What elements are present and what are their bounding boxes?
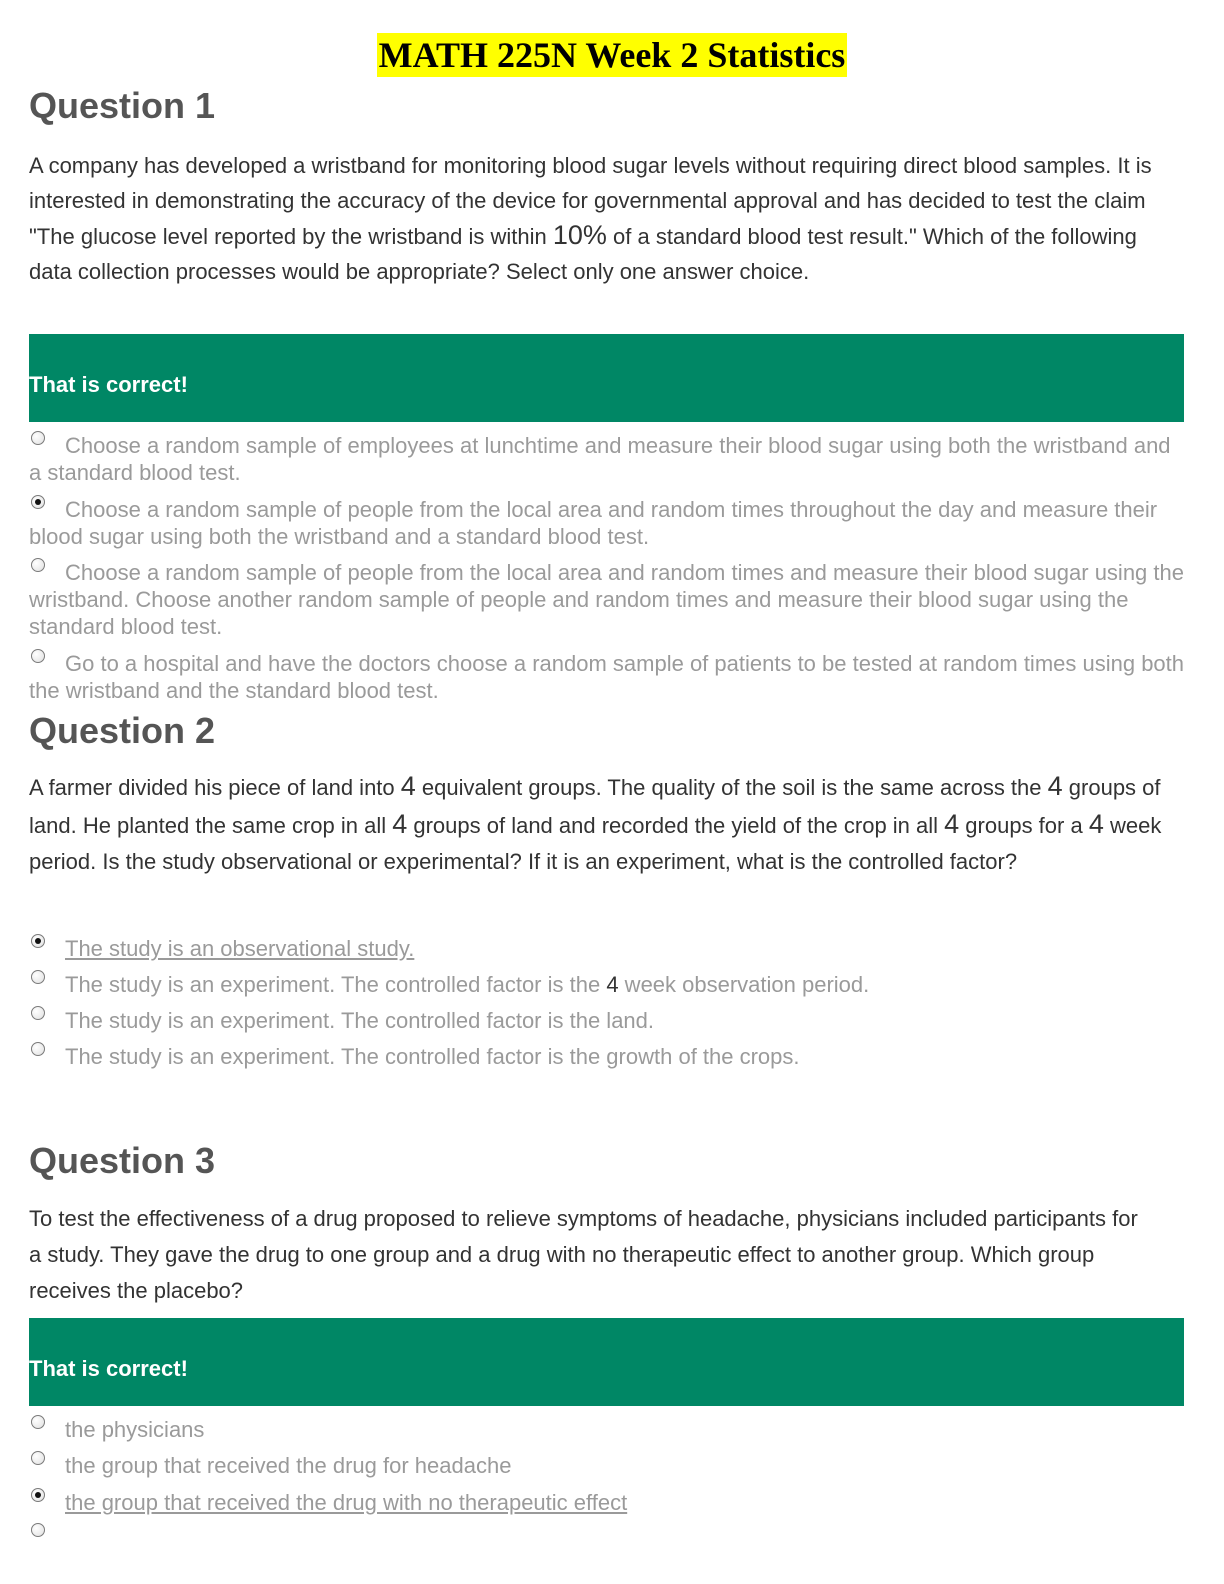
q3-option-1-radio[interactable]	[31, 1415, 45, 1429]
q1-option-3-label: Choose a random sample of people from the local area and random times and measure their blood sugar using the wristband. Choose another random sample of people and random times and measure their blood sugar using the standard blood test.	[29, 560, 1184, 639]
question-2-text	[29, 768, 1169, 880]
q3-option-2[interactable]: the group that received the drug for headache	[65, 1453, 512, 1478]
q2-option-1-radio[interactable]	[31, 934, 45, 948]
document-title: MATH 225N Week 2 Statistics	[378, 35, 846, 75]
document-title-wrap	[0, 33, 1224, 77]
question-2-number: 4	[1088, 809, 1104, 839]
q1-option-4-label: Go to a hospital and have the doctors choose a random sample of patients to be tested at random times using both the wristband and the standard blood test.	[29, 651, 1185, 703]
q1-option-3[interactable]	[29, 559, 1184, 640]
question-1-feedback-banner	[29, 334, 1184, 422]
question-2-text-part: equivalent groups. The quality of the soil is the same across the	[415, 775, 1048, 800]
question-2-number: 4	[944, 809, 960, 839]
q2-option-1[interactable]: The study is an observational study.	[65, 936, 415, 961]
q2-option-2-radio[interactable]	[31, 970, 45, 984]
q3-option-2-radio[interactable]	[31, 1451, 45, 1465]
q2-option-2[interactable]	[65, 971, 1165, 998]
question-3-heading: Question 3	[29, 1140, 216, 1181]
question-2-number: 4	[1047, 771, 1063, 801]
q3-option-3-radio[interactable]	[31, 1488, 45, 1502]
question-1-text-part: of a standard blood test result." Which of the following data collection processes would be appropriate? Select only one answer choice.	[29, 224, 1137, 284]
question-1-text-part: A company has developed a wristband for monitoring blood sugar levels without requiring direct blood samples. It is interested in demonstrating the accuracy of the device for governmental approval and has decided to test the claim "The glucose level reported by the wristband is within	[29, 153, 1152, 249]
q2-option-2-label-part: The study is an experiment. The controlled factor is the	[65, 972, 607, 997]
q2-option-2-label-part: week observation period.	[618, 972, 870, 997]
question-2-text-part: groups of land and recorded the yield of the crop in all	[407, 813, 945, 838]
question-3-feedback-banner	[29, 1318, 1184, 1406]
q1-option-2[interactable]	[29, 496, 1184, 550]
q2-option-4-radio[interactable]	[31, 1042, 45, 1056]
question-1-feedback: That is correct!	[29, 372, 188, 397]
question-2-number: 4	[400, 771, 416, 801]
question-1-text	[29, 148, 1184, 289]
question-1-heading: Question 1	[29, 85, 216, 126]
q2-option-2-number: 4	[606, 972, 619, 997]
question-2-number: 4	[392, 809, 408, 839]
q2-option-3[interactable]: The study is an experiment. The controlled factor is the land.	[65, 1008, 655, 1033]
q1-option-4[interactable]	[29, 650, 1184, 704]
q1-option-2-label: Choose a random sample of people from the local area and random times throughout the day and measure their blood sugar using both the wristband and a standard blood test.	[29, 497, 1158, 549]
q1-option-1[interactable]	[29, 432, 1184, 486]
q3-option-4-radio[interactable]	[31, 1523, 45, 1537]
q3-option-1[interactable]: the physicians	[65, 1417, 205, 1442]
q3-option-3[interactable]: the group that received the drug with no therapeutic effect	[65, 1490, 628, 1515]
question-2-text-part: groups for a	[959, 813, 1089, 838]
question-2-text-part: groups of land. He planted the same crop in all	[29, 775, 1161, 838]
question-2-text-part: week period. Is the study observational or experimental? If it is an experiment, what is the controlled factor?	[29, 813, 1162, 874]
q2-option-3-radio[interactable]	[31, 1006, 45, 1020]
question-3-feedback: That is correct!	[29, 1356, 188, 1381]
question-2-heading: Question 2	[29, 710, 216, 751]
question-1-percent: 10%	[552, 220, 607, 250]
question-2-text-part: A farmer divided his piece of land into	[29, 775, 401, 800]
q2-option-4[interactable]: The study is an experiment. The controlled factor is the growth of the crops.	[65, 1044, 800, 1069]
q1-option-1-label: Choose a random sample of employees at lunchtime and measure their blood sugar using both the wristband and a standard blood test.	[29, 433, 1171, 485]
question-3-text: To test the effectiveness of a drug proposed to relieve symptoms of headache, physicians included participants for a study. They gave the drug to one group and a drug with no therapeutic effect to another group. Which group receives the placebo?	[29, 1206, 1138, 1303]
